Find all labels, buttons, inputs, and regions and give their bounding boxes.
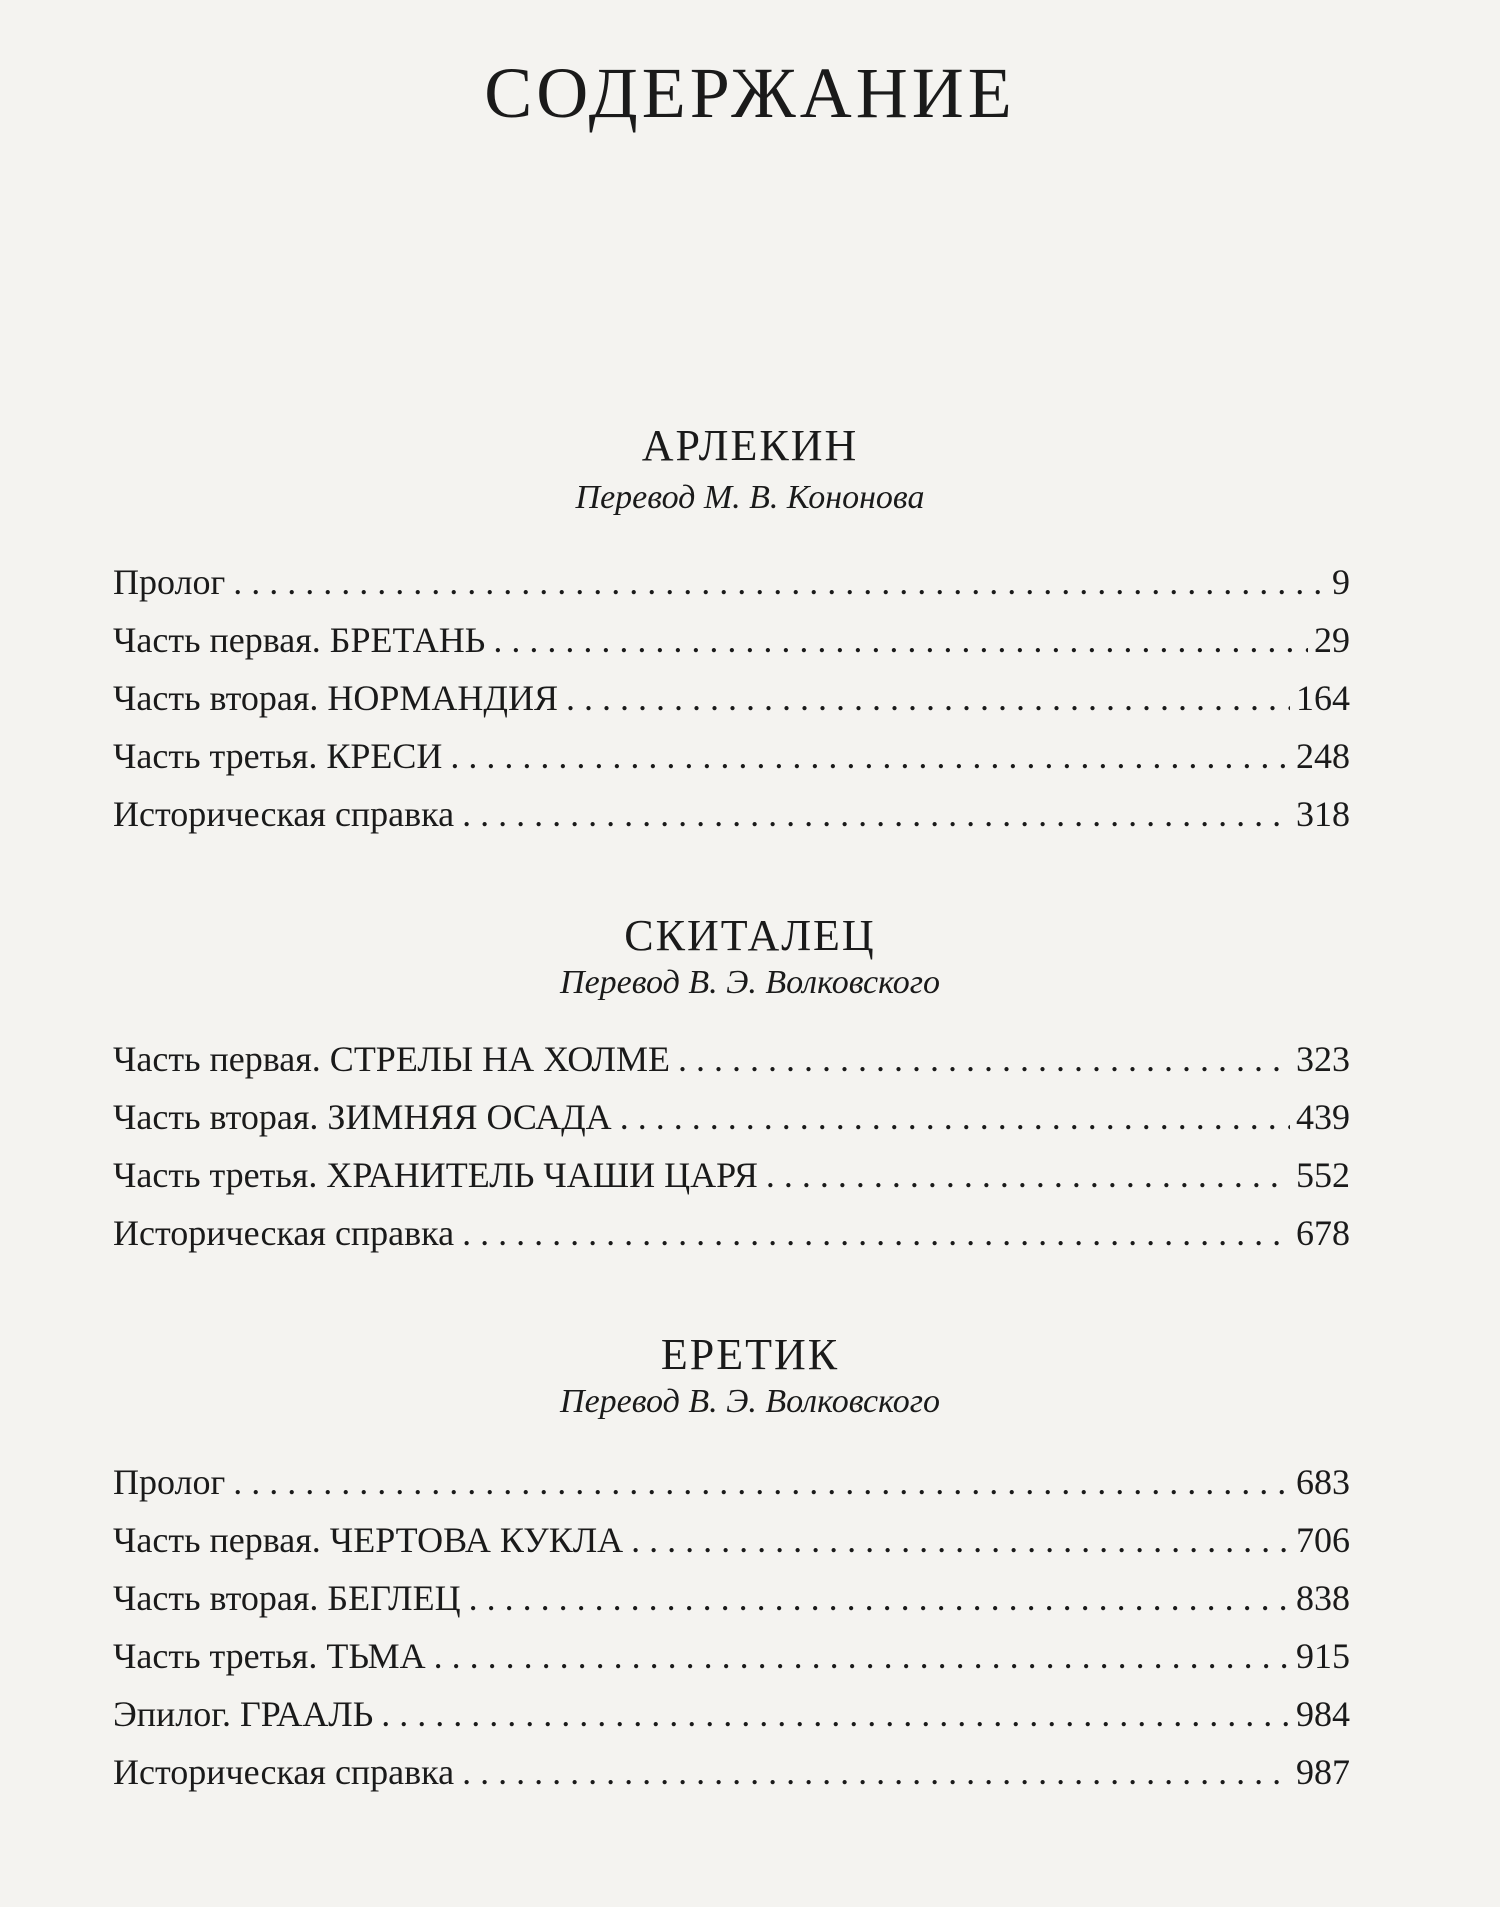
toc-entry-page: 318 — [1296, 794, 1350, 834]
toc-entry-label: Часть третья. ТЬМА — [113, 1636, 426, 1676]
leader-dots — [631, 1511, 1290, 1569]
toc-entry-label: Часть вторая. ЗИМНЯЯ ОСАДА — [113, 1097, 612, 1137]
toc-entry-page: 552 — [1296, 1155, 1350, 1195]
leader-dots — [450, 727, 1290, 785]
toc-entry-page: 323 — [1296, 1039, 1350, 1079]
toc-entry-page: 9 — [1332, 562, 1350, 602]
toc-entry[interactable] — [113, 1627, 1350, 1685]
leader-dots — [381, 1685, 1290, 1743]
toc-entry-label: Историческая справка — [113, 1213, 455, 1253]
toc-entry-label: Часть первая. ЧЕРТОВА КУКЛА — [113, 1520, 624, 1560]
toc-entry[interactable] — [113, 785, 1350, 843]
toc-entry-page: 706 — [1296, 1520, 1350, 1560]
leader-dots — [678, 1030, 1290, 1088]
toc-entry-page: 984 — [1296, 1694, 1350, 1734]
toc-list-eretik — [113, 1453, 1350, 1801]
toc-entry[interactable] — [113, 1685, 1350, 1743]
leader-dots — [233, 553, 1326, 611]
section-title-eretik: ЕРЕТИК — [660, 1330, 840, 1379]
leader-dots — [566, 669, 1290, 727]
toc-entry-page: 915 — [1296, 1636, 1350, 1676]
leader-dots — [469, 1569, 1290, 1627]
toc-entry-page: 29 — [1314, 620, 1350, 660]
leader-dots — [493, 611, 1308, 669]
toc-list-arlekin — [113, 553, 1350, 843]
toc-entry-label: Часть вторая. НОРМАНДИЯ — [113, 678, 558, 718]
toc-entry-label: Часть первая. СТРЕЛЫ НА ХОЛМЕ — [113, 1039, 670, 1079]
leader-dots — [620, 1088, 1290, 1146]
toc-entry-label: Пролог — [113, 1462, 226, 1502]
toc-entry-page: 987 — [1296, 1752, 1350, 1792]
toc-entry[interactable] — [113, 1146, 1350, 1204]
section-title-skitalec: СКИТАЛЕЦ — [624, 911, 876, 960]
toc-entry-page: 683 — [1296, 1462, 1350, 1502]
leader-dots — [462, 1743, 1290, 1801]
leader-dots — [434, 1627, 1290, 1685]
toc-list-skitalec — [113, 1030, 1350, 1262]
toc-entry-label: Часть третья. КРЕСИ — [113, 736, 443, 776]
toc-entry[interactable] — [113, 611, 1350, 669]
toc-entry-label: Часть вторая. БЕГЛЕЦ — [113, 1578, 461, 1618]
toc-entry[interactable] — [113, 669, 1350, 727]
toc-entry-page: 439 — [1296, 1097, 1350, 1137]
toc-entry-label: Историческая справка — [113, 794, 455, 834]
toc-entry-page: 164 — [1296, 678, 1350, 718]
toc-entry[interactable] — [113, 1569, 1350, 1627]
toc-entry[interactable] — [113, 1204, 1350, 1262]
section-translator-skitalec: Перевод В. Э. Волковского — [560, 964, 940, 1001]
toc-entry-label: Историческая справка — [113, 1752, 455, 1792]
leader-dots — [233, 1453, 1290, 1511]
toc-entry[interactable] — [113, 1088, 1350, 1146]
toc-entry-label: Пролог — [113, 562, 226, 602]
toc-entry[interactable] — [113, 727, 1350, 785]
toc-entry-label: Эпилог. ГРААЛЬ — [113, 1694, 374, 1734]
toc-entry-page: 838 — [1296, 1578, 1350, 1618]
toc-entry-page: 248 — [1296, 736, 1350, 776]
toc-entry[interactable] — [113, 1511, 1350, 1569]
section-translator-eretik: Перевод В. Э. Волковского — [560, 1383, 940, 1420]
toc-entry[interactable] — [113, 553, 1350, 611]
toc-entry-page: 678 — [1296, 1213, 1350, 1253]
page-title: СОДЕРЖАНИЕ — [484, 53, 1016, 133]
toc-entry[interactable] — [113, 1453, 1350, 1511]
toc-entry[interactable] — [113, 1743, 1350, 1801]
toc-entry[interactable] — [113, 1030, 1350, 1088]
section-title-arlekin: АРЛЕКИН — [641, 421, 859, 470]
section-translator-arlekin: Перевод М. В. Кононова — [575, 479, 925, 516]
leader-dots — [462, 1204, 1290, 1262]
leader-dots — [766, 1146, 1290, 1204]
leader-dots — [462, 785, 1290, 843]
toc-entry-label: Часть третья. ХРАНИТЕЛЬ ЧАШИ ЦАРЯ — [113, 1155, 758, 1195]
toc-entry-label: Часть первая. БРЕТАНЬ — [113, 620, 486, 660]
